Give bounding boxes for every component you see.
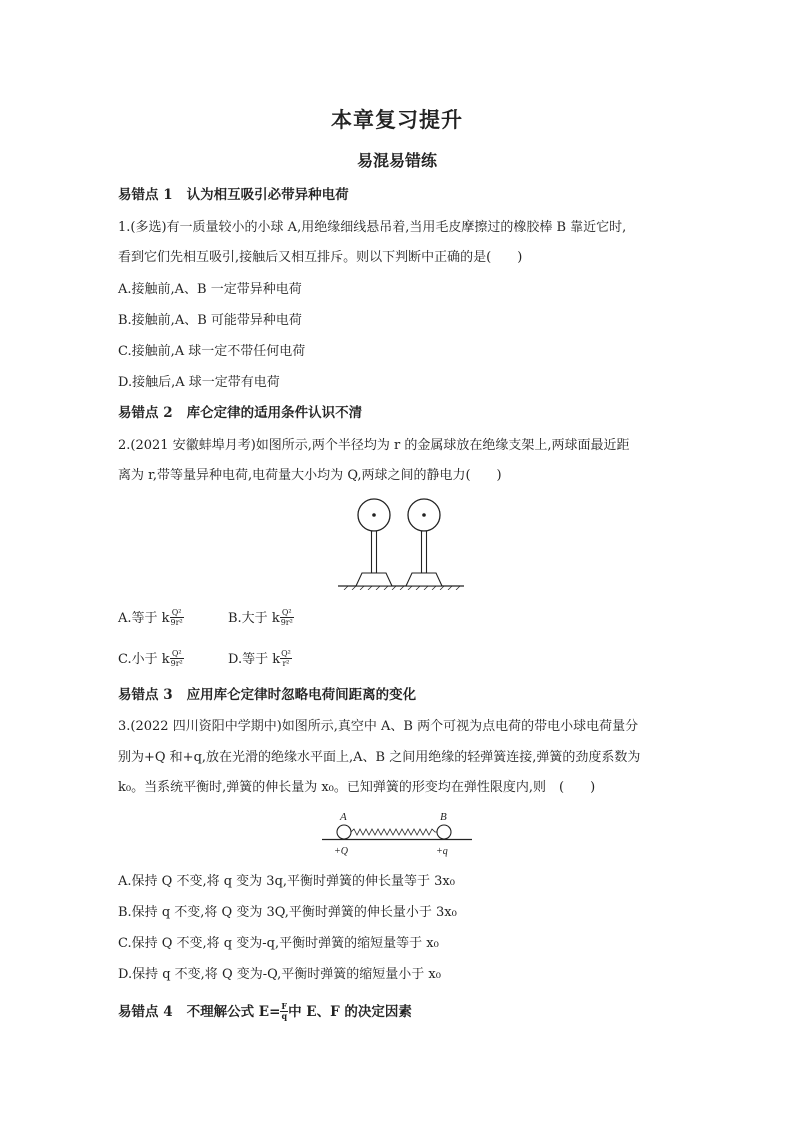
- q2-option-d-fraction: $\frac{\text{Q²}}{\text{r²}}$: [281, 649, 291, 668]
- q2-option-b: [228, 609, 294, 628]
- section-4-heading: [118, 1003, 412, 1022]
- q3-option-d: D.保持 q 不变,将 Q 变为-Q,平衡时弹簧的缩短量小于 x₀: [118, 967, 441, 982]
- fig-charge-b: +q: [436, 846, 448, 857]
- section-1-heading: [118, 186, 349, 204]
- q3-figure-spring: [320, 808, 476, 860]
- q2-option-c: [118, 650, 184, 669]
- q3-option-a: A.保持 Q 不变,将 q 变为 3q,平衡时弹簧的伸长量等于 3x₀: [118, 874, 455, 889]
- fig-label-a: A: [340, 811, 347, 823]
- fig-charge-a: +Q: [334, 846, 348, 857]
- section-2-heading: [118, 404, 362, 422]
- q3-option-c: C.保持 Q 不变,将 q 变为-q,平衡时弹簧的缩短量等于 x₀: [118, 936, 439, 951]
- q3-stem-line-1: 3.(2022 四川资阳中学期中)如图所示,真空中 A、B 两个可视为点电荷的带电小球电荷量分: [118, 719, 639, 734]
- q2-option-b-fraction: $\frac{\text{Q²}}{\text{9r²}}$: [280, 608, 293, 627]
- section-4-title-post: 中 E、F 的决定因素: [288, 1004, 412, 1020]
- section-4-formula-fraction: $\frac{F}{q}$: [281, 1001, 288, 1021]
- q1-option-d: D.接触后,A 球一定带有电荷: [118, 375, 280, 390]
- section-1-title: 认为相互吸引必带异种电荷: [186, 187, 349, 203]
- q2-option-a: [118, 609, 184, 628]
- fig-label-b: B: [440, 811, 447, 823]
- section-4-label: 易错点 4: [118, 1004, 173, 1020]
- q1-stem-line-1: 1.(多选)有一质量较小的小球 A,用绝缘细线悬吊着,当用毛皮摩擦过的橡胶棒 B 靠近它时,: [118, 220, 627, 235]
- q3-stem-line-2: 别为+Q 和+q,放在光滑的绝缘水平面上,A、B 之间用绝缘的轻弹簧连接,弹簧的劲度系数为: [118, 750, 641, 765]
- q1-option-c: C.接触前,A 球一定不带任何电荷: [118, 344, 306, 359]
- section-2-label: 易错点 2: [118, 405, 173, 421]
- q2-option-d-text: D.等于 k: [228, 652, 281, 667]
- section-4-title-pre: 不理解公式 E=: [186, 1004, 281, 1020]
- q1-option-b: B.接触前,A、B 可能带异种电荷: [118, 313, 302, 328]
- q2-stem-line-1: 2.(2021 安徽蚌埠月考)如图所示,两个半径均为 r 的金属球放在绝缘支架上,两球面最近距: [118, 438, 630, 453]
- q2-option-b-text: B.大于 k: [228, 611, 280, 626]
- q2-option-d: [228, 650, 292, 669]
- section-3-heading: [118, 686, 416, 704]
- q3-option-b: B.保持 q 不变,将 Q 变为 3Q,平衡时弹簧的伸长量小于 3x₀: [118, 905, 457, 920]
- q1-stem-line-2: 看到它们先相互吸引,接触后又相互排斥。则以下判断中正确的是( ): [118, 250, 523, 265]
- q2-option-c-fraction: $\frac{\text{Q²}}{\text{9r²}}$: [170, 649, 183, 668]
- q2-option-c-text: C.小于 k: [118, 652, 170, 667]
- page-subtitle: 易混易错练: [356, 151, 437, 170]
- section-3-title: 应用库仑定律时忽略电荷间距离的变化: [186, 687, 417, 703]
- section-2-title: 库仑定律的适用条件认识不清: [186, 405, 363, 421]
- section-1-label: 易错点 1: [118, 187, 173, 203]
- page-title: 本章复习提升: [331, 107, 463, 132]
- q2-stem-line-2: 离为 r,带等量异种电荷,电荷量大小均为 Q,两球之间的静电力( ): [118, 468, 502, 483]
- q1-option-a: A.接触前,A、B 一定带异种电荷: [118, 282, 302, 297]
- section-3-label: 易错点 3: [118, 687, 173, 703]
- q2-option-a-fraction: $\frac{\text{Q²}}{\text{9r²}}$: [170, 608, 183, 627]
- q2-option-a-text: A.等于 k: [118, 611, 170, 626]
- q2-figure-spheres: [336, 494, 466, 590]
- q3-stem-line-3: k₀。当系统平衡时,弹簧的伸长量为 x₀。已知弹簧的形变均在弹性限度内,则 ( ): [118, 780, 596, 795]
